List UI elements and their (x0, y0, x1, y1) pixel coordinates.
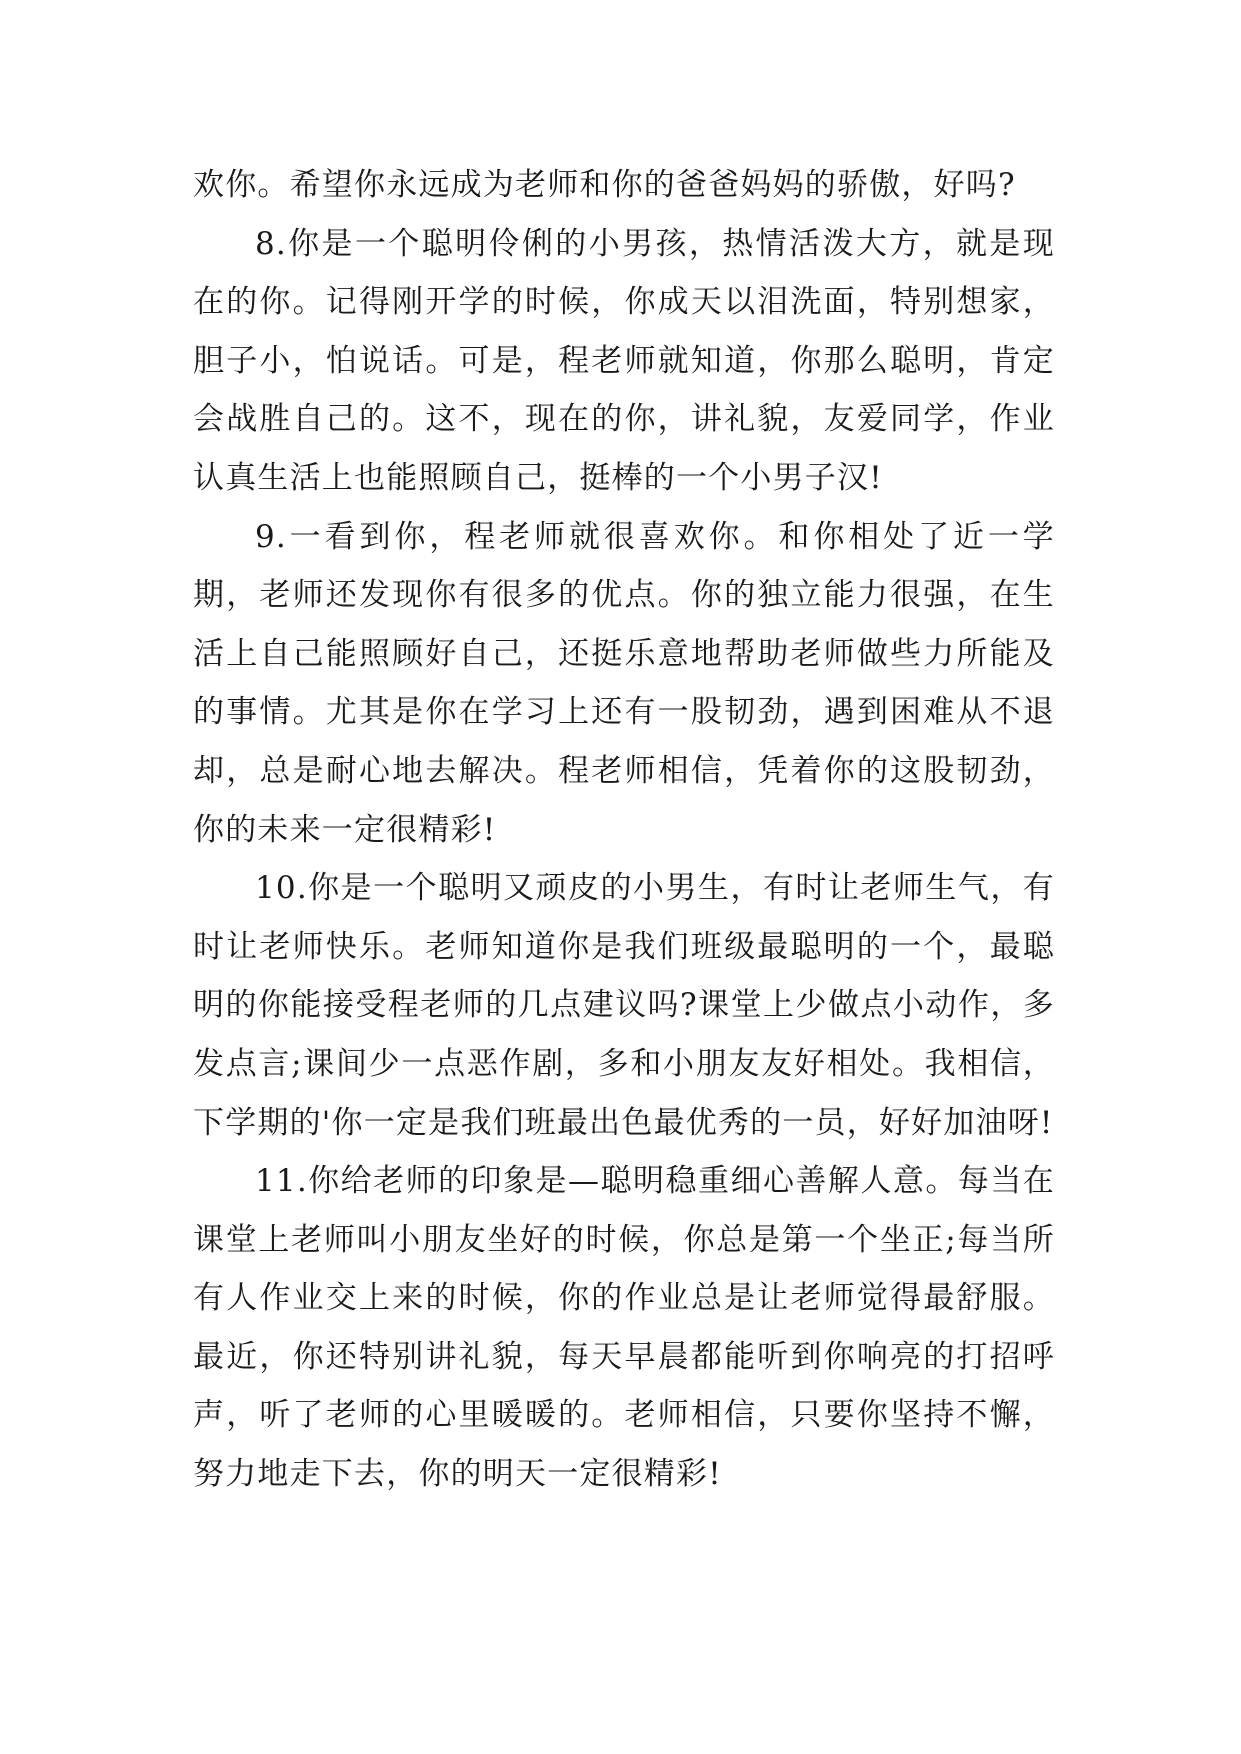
paragraph-continuation: 欢你。希望你永远成为老师和你的爸爸妈妈的骄傲，好吗? (193, 167, 1016, 203)
paragraph-item-8: 8.你是一个聪明伶俐的小男孩，热情活泼大方，就是现在的你。记得刚开学的时候，你成天以泪洗面，特别想家，胆子小，怕说话。可是，程老师就知道，你那么聪明，肯定会战胜自己的。这不，现在的你，讲礼貌，友爱同学，作业认真生活上也能照顾自己，挺棒的一个小男子汉! (193, 225, 1055, 496)
paragraph-item-10: 10.你是一个聪明又顽皮的小男生，有时让老师生气，有时让老师快乐。老师知道你是我们班级最聪明的一个，最聪明的你能接受程老师的几点建议吗?课堂上少做点小动作，多发点言;课间少一点恶作剧，多和小朋友友好相处。我相信，下学期的'你一定是我们班最出色最优秀的一员，好好加油呀! (193, 870, 1055, 1141)
paragraph-item-9: 9.一看到你，程老师就很喜欢你。和你相处了近一学期，老师还发现你有很多的优点。你的独立能力很强，在生活上自己能照顾好自己，还挺乐意地帮助老师做些力所能及的事情。尤其是你在学习上还有一股韧劲，遇到困难从不退却，总是耐心地去解决。程老师相信，凭着你的这股韧劲，你的未来一定很精彩! (193, 518, 1055, 848)
paragraph-item-11: 11.你给老师的印象是—聪明稳重细心善解人意。每当在课堂上老师叫小朋友坐好的时候，你总是第一个坐正;每当所有人作业交上来的时候，你的作业总是让老师觉得最舒服。最近，你还特别讲礼貌，每天早晨都能听到你响亮的打招呼声，听了老师的心里暖暖的。老师相信，只要你坚持不懈，努力地走下去，你的明天一定很精彩! (193, 1163, 1055, 1493)
document-body (193, 156, 1055, 1504)
